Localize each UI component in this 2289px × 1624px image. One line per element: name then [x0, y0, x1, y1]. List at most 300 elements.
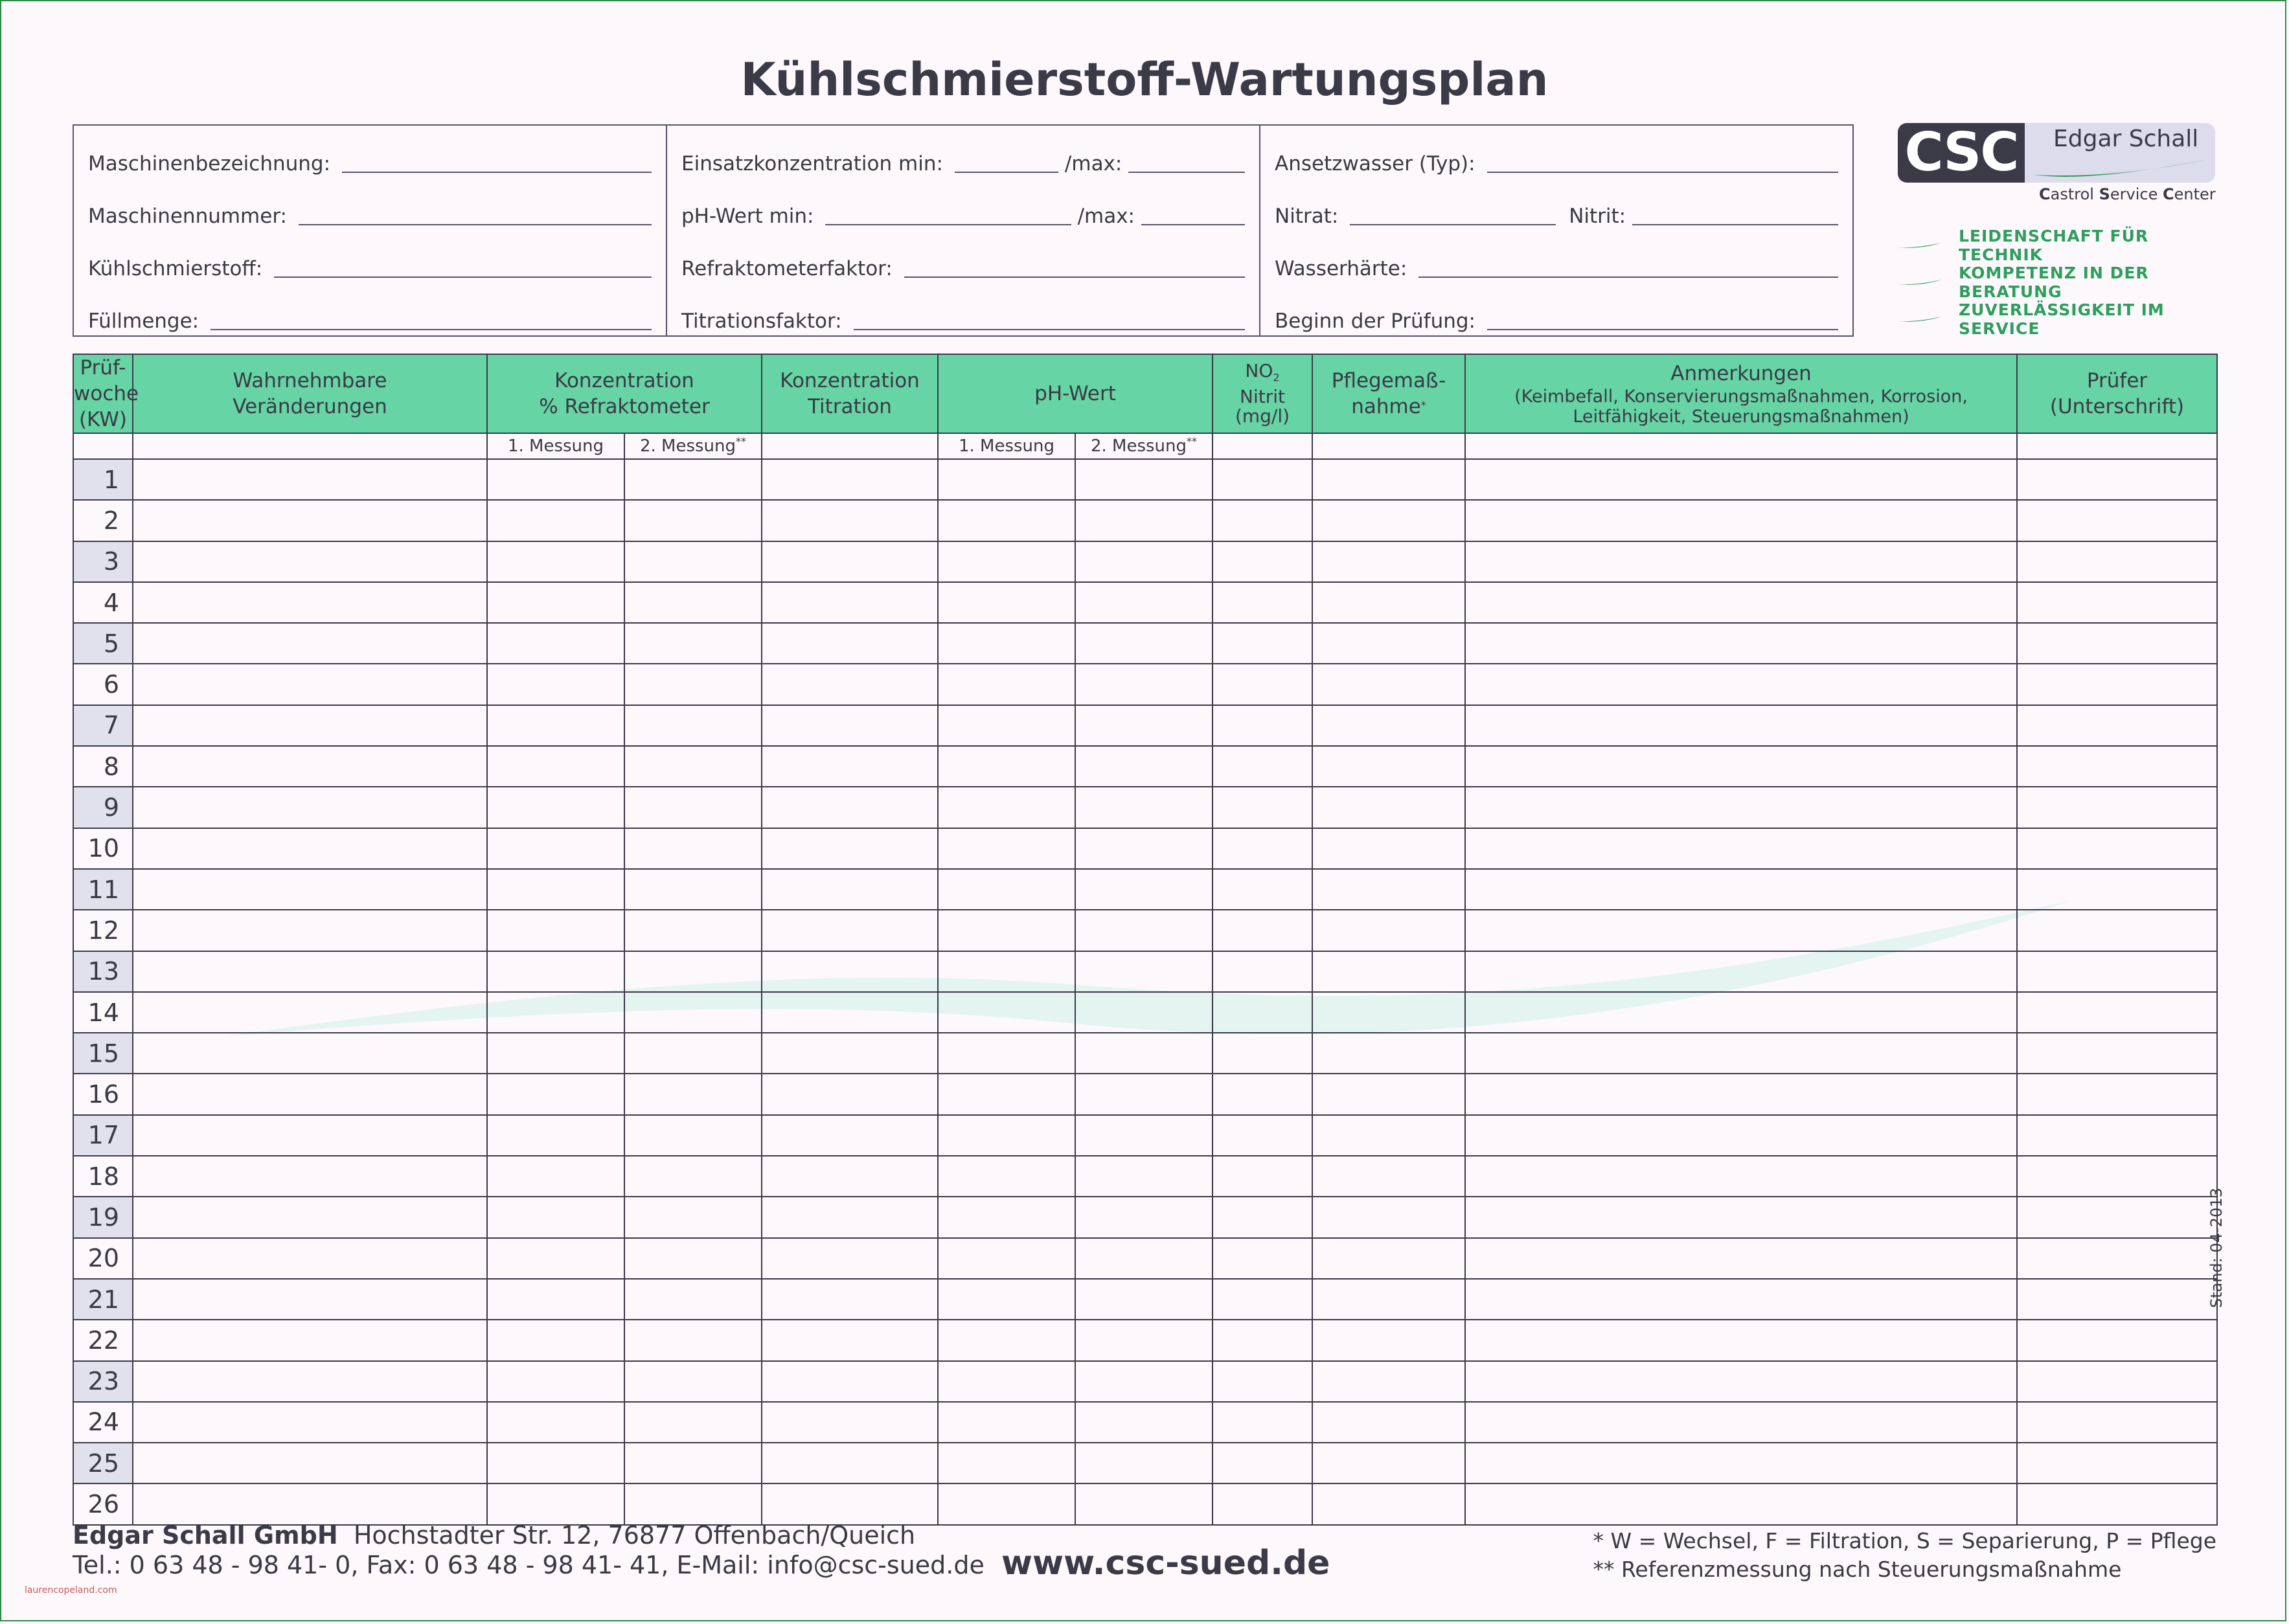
- cell-pflegemassnahme[interactable]: [1312, 541, 1465, 582]
- cell-ph-m2[interactable]: [1075, 746, 1213, 787]
- cell-pruefer[interactable]: [2017, 1033, 2217, 1074]
- cell-anmerkungen[interactable]: [1465, 1483, 2017, 1524]
- label-ansetzwasser: Ansetzwasser (Typ):: [1275, 152, 1475, 175]
- cell-ph-m1[interactable]: [938, 1197, 1075, 1237]
- cell-pruefer[interactable]: [2017, 1074, 2217, 1114]
- cell-veraenderungen[interactable]: [133, 1033, 487, 1074]
- cell-nitrit[interactable]: [1213, 582, 1312, 623]
- cell-nitrit[interactable]: [1213, 1074, 1312, 1114]
- header-veraenderungen: Wahrnehmbare Veränderungen: [133, 354, 487, 433]
- cell-refrakt-m1[interactable]: [487, 787, 624, 828]
- cell-refrakt-m1[interactable]: [487, 1483, 624, 1524]
- cell-ph-m1[interactable]: [938, 828, 1075, 869]
- cell-anmerkungen[interactable]: [1465, 828, 2017, 869]
- cell-pflegemassnahme[interactable]: [1312, 1033, 1465, 1074]
- cell-ph-m2[interactable]: [1075, 1238, 1213, 1279]
- cell-ph-m2[interactable]: [1075, 869, 1213, 910]
- table-row: [73, 828, 2217, 869]
- cell-veraenderungen[interactable]: [133, 1279, 487, 1320]
- cell-anmerkungen[interactable]: [1465, 1197, 2017, 1237]
- legend-line-1: * W = Wechsel, F = Filtration, S = Separierung, P = Pflege: [1593, 1528, 2216, 1553]
- cell-refrakt-m2[interactable]: [624, 582, 762, 623]
- cell-pflegemassnahme[interactable]: [1312, 1115, 1465, 1156]
- cell-veraenderungen[interactable]: [133, 1156, 487, 1197]
- cell-nitrit[interactable]: [1213, 1483, 1312, 1524]
- cell-refrakt-m2[interactable]: [624, 828, 762, 869]
- cell-pflegemassnahme[interactable]: [1312, 787, 1465, 828]
- cell-anmerkungen[interactable]: [1465, 1238, 2017, 1279]
- table-row: [73, 1238, 2217, 1279]
- cell-refrakt-m1[interactable]: [487, 664, 624, 705]
- cell-anmerkungen[interactable]: [1465, 992, 2017, 1033]
- cell-nitrit[interactable]: [1213, 1320, 1312, 1360]
- cell-refrakt-m2[interactable]: [624, 1361, 762, 1402]
- cell-ph-m2[interactable]: [1075, 664, 1213, 705]
- cell-veraenderungen[interactable]: [133, 664, 487, 705]
- slogan-item: [1898, 227, 2218, 264]
- cell-refrakt-m2[interactable]: [624, 1033, 762, 1074]
- cell-ph-m2[interactable]: [1075, 992, 1213, 1033]
- cell-anmerkungen[interactable]: [1465, 1443, 2017, 1483]
- cell-nitrit[interactable]: [1213, 787, 1312, 828]
- cell-titration[interactable]: [762, 1361, 938, 1402]
- cell-nitrit[interactable]: [1213, 1361, 1312, 1402]
- cell-anmerkungen[interactable]: [1465, 623, 2017, 664]
- cell-veraenderungen[interactable]: [133, 1320, 487, 1360]
- cell-refrakt-m2[interactable]: [624, 951, 762, 992]
- cell-nitrit[interactable]: [1213, 1197, 1312, 1237]
- cell-anmerkungen[interactable]: [1465, 1156, 2017, 1197]
- cell-ph-m2[interactable]: [1075, 828, 1213, 869]
- cell-veraenderungen[interactable]: [133, 1443, 487, 1483]
- cell-refrakt-m1[interactable]: [487, 1279, 624, 1320]
- cell-pflegemassnahme[interactable]: [1312, 910, 1465, 951]
- cell-refrakt-m2[interactable]: [624, 623, 762, 664]
- week-number: 15: [73, 1033, 133, 1074]
- cell-refrakt-m1[interactable]: [487, 1033, 624, 1074]
- cell-anmerkungen[interactable]: [1465, 746, 2017, 787]
- cell-ph-m1[interactable]: [938, 787, 1075, 828]
- cell-refrakt-m1[interactable]: [487, 500, 624, 541]
- cell-veraenderungen[interactable]: [133, 1483, 487, 1524]
- cell-titration[interactable]: [762, 1443, 938, 1483]
- cell-nitrit[interactable]: [1213, 869, 1312, 910]
- cell-refrakt-m2[interactable]: [624, 459, 762, 500]
- input-nitrit[interactable]: [1632, 224, 1838, 225]
- cell-anmerkungen[interactable]: [1465, 1033, 2017, 1074]
- cell-ph-m1[interactable]: [938, 1238, 1075, 1279]
- cell-pruefer[interactable]: [2017, 992, 2217, 1033]
- swoosh-icon: [2031, 155, 2213, 179]
- cell-pflegemassnahme[interactable]: [1312, 746, 1465, 787]
- cell-pruefer[interactable]: [2017, 1483, 2217, 1524]
- cell-pflegemassnahme[interactable]: [1312, 1320, 1465, 1360]
- cell-refrakt-m1[interactable]: [487, 582, 624, 623]
- cell-refrakt-m1[interactable]: [487, 869, 624, 910]
- cell-ph-m2[interactable]: [1075, 1156, 1213, 1197]
- cell-veraenderungen[interactable]: [133, 869, 487, 910]
- cell-pruefer[interactable]: [2017, 1156, 2217, 1197]
- cell-nitrit[interactable]: [1213, 1238, 1312, 1279]
- cell-titration[interactable]: [762, 828, 938, 869]
- cell-refrakt-m1[interactable]: [487, 1361, 624, 1402]
- cell-ph-m2[interactable]: [1075, 1402, 1213, 1443]
- cell-refrakt-m2[interactable]: [624, 746, 762, 787]
- cell-ph-m2[interactable]: [1075, 623, 1213, 664]
- cell-nitrit[interactable]: [1213, 623, 1312, 664]
- input-ansetzwasser[interactable]: [1487, 172, 1838, 173]
- cell-ph-m2[interactable]: [1075, 1279, 1213, 1320]
- input-einsatz-min[interactable]: [955, 172, 1058, 173]
- cell-pruefer[interactable]: [2017, 1361, 2217, 1402]
- cell-refrakt-m2[interactable]: [624, 1402, 762, 1443]
- cell-titration[interactable]: [762, 869, 938, 910]
- cell-nitrit[interactable]: [1213, 951, 1312, 992]
- cell-ph-m2[interactable]: [1075, 582, 1213, 623]
- cell-titration[interactable]: [762, 1238, 938, 1279]
- cell-refrakt-m1[interactable]: [487, 1074, 624, 1114]
- cell-titration[interactable]: [762, 1320, 938, 1360]
- cell-nitrit[interactable]: [1213, 1156, 1312, 1197]
- input-fuellmenge[interactable]: [211, 329, 652, 330]
- cell-refrakt-m1[interactable]: [487, 992, 624, 1033]
- cell-ph-m1[interactable]: [938, 1074, 1075, 1114]
- cell-refrakt-m2[interactable]: [624, 1483, 762, 1524]
- cell-veraenderungen[interactable]: [133, 1197, 487, 1237]
- cell-pflegemassnahme[interactable]: [1312, 992, 1465, 1033]
- label-titrationsfaktor: Titrationsfaktor:: [681, 310, 842, 333]
- cell-refrakt-m1[interactable]: [487, 951, 624, 992]
- cell-veraenderungen[interactable]: [133, 500, 487, 541]
- cell-veraenderungen[interactable]: [133, 459, 487, 500]
- cell-ph-m1[interactable]: [938, 705, 1075, 746]
- cell-ph-m2[interactable]: [1075, 1361, 1213, 1402]
- company-name: Edgar Schall GmbH: [73, 1521, 338, 1550]
- cell-veraenderungen[interactable]: [133, 582, 487, 623]
- cell-nitrit[interactable]: [1213, 1033, 1312, 1074]
- cell-veraenderungen[interactable]: [133, 623, 487, 664]
- cell-refrakt-m2[interactable]: [624, 1197, 762, 1237]
- input-wasserhaerte[interactable]: [1418, 276, 1838, 278]
- input-ph-min[interactable]: [825, 224, 1071, 225]
- cell-nitrit[interactable]: [1213, 828, 1312, 869]
- cell-ph-m1[interactable]: [938, 951, 1075, 992]
- cell-refrakt-m1[interactable]: [487, 1402, 624, 1443]
- cell-refrakt-m2[interactable]: [624, 500, 762, 541]
- cell-pflegemassnahme[interactable]: [1312, 1156, 1465, 1197]
- input-beginn-pruefung[interactable]: [1487, 329, 1838, 330]
- cell-titration[interactable]: [762, 1156, 938, 1197]
- input-refraktometerfaktor[interactable]: [904, 276, 1245, 278]
- input-nitrat[interactable]: [1350, 224, 1556, 225]
- cell-nitrit[interactable]: [1213, 500, 1312, 541]
- cell-pruefer[interactable]: [2017, 1197, 2217, 1237]
- cell-refrakt-m1[interactable]: [487, 1320, 624, 1360]
- cell-pruefer[interactable]: [2017, 910, 2217, 951]
- cell-nitrit[interactable]: [1213, 746, 1312, 787]
- cell-ph-m1[interactable]: [938, 1320, 1075, 1360]
- cell-ph-m2[interactable]: [1075, 1320, 1213, 1360]
- subheader-refrakt-m2: 2. Messung**: [624, 433, 762, 459]
- cell-refrakt-m1[interactable]: [487, 828, 624, 869]
- cell-refrakt-m2[interactable]: [624, 787, 762, 828]
- cell-refrakt-m2[interactable]: [624, 664, 762, 705]
- cell-pflegemassnahme[interactable]: [1312, 459, 1465, 500]
- cell-ph-m1[interactable]: [938, 459, 1075, 500]
- cell-ph-m2[interactable]: [1075, 1443, 1213, 1483]
- cell-pruefer[interactable]: [2017, 1279, 2217, 1320]
- cell-refrakt-m2[interactable]: [624, 869, 762, 910]
- cell-veraenderungen[interactable]: [133, 828, 487, 869]
- cell-nitrit[interactable]: [1213, 1279, 1312, 1320]
- table-row: [73, 951, 2217, 992]
- cell-veraenderungen[interactable]: [133, 910, 487, 951]
- cell-ph-m1[interactable]: [938, 1279, 1075, 1320]
- cell-ph-m1[interactable]: [938, 500, 1075, 541]
- cell-veraenderungen[interactable]: [133, 1238, 487, 1279]
- cell-nitrit[interactable]: [1213, 459, 1312, 500]
- cell-titration[interactable]: [762, 910, 938, 951]
- cell-refrakt-m2[interactable]: [624, 1115, 762, 1156]
- header-ph-wert: pH-Wert: [938, 354, 1213, 433]
- cell-ph-m2[interactable]: [1075, 541, 1213, 582]
- label-maschinenbezeichnung: Maschinenbezeichnung:: [88, 152, 331, 175]
- cell-refrakt-m1[interactable]: [487, 459, 624, 500]
- cell-pflegemassnahme[interactable]: [1312, 1483, 1465, 1524]
- cell-pflegemassnahme[interactable]: [1312, 951, 1465, 992]
- cell-refrakt-m2[interactable]: [624, 705, 762, 746]
- cell-pruefer[interactable]: [2017, 1443, 2217, 1483]
- cell-anmerkungen[interactable]: [1465, 951, 2017, 992]
- cell-titration[interactable]: [762, 664, 938, 705]
- cell-pruefer[interactable]: [2017, 582, 2217, 623]
- cell-pruefer[interactable]: [2017, 746, 2217, 787]
- cell-ph-m1[interactable]: [938, 1402, 1075, 1443]
- cell-refrakt-m1[interactable]: [487, 1115, 624, 1156]
- cell-refrakt-m1[interactable]: [487, 623, 624, 664]
- cell-veraenderungen[interactable]: [133, 705, 487, 746]
- cell-nitrit[interactable]: [1213, 910, 1312, 951]
- input-kuehlschmierstoff[interactable]: [274, 276, 652, 278]
- cell-ph-m1[interactable]: [938, 541, 1075, 582]
- cell-anmerkungen[interactable]: [1465, 1115, 2017, 1156]
- cell-pflegemassnahme[interactable]: [1312, 828, 1465, 869]
- cell-ph-m1[interactable]: [938, 869, 1075, 910]
- cell-nitrit[interactable]: [1213, 541, 1312, 582]
- cell-nitrit[interactable]: [1213, 1443, 1312, 1483]
- stand-date: Stand: 04-2013: [2207, 1188, 2226, 1308]
- header-konzentration-refraktometer: Konzentration % Refraktometer: [487, 354, 762, 433]
- cell-veraenderungen[interactable]: [133, 992, 487, 1033]
- cell-ph-m1[interactable]: [938, 1156, 1075, 1197]
- website-link[interactable]: www.csc-sued.de: [1001, 1544, 1330, 1583]
- cell-anmerkungen[interactable]: [1465, 1361, 2017, 1402]
- input-maschinennummer[interactable]: [299, 224, 652, 225]
- cell-ph-m2[interactable]: [1075, 500, 1213, 541]
- cell-pruefer[interactable]: [2017, 1115, 2217, 1156]
- cell-refrakt-m2[interactable]: [624, 1156, 762, 1197]
- cell-veraenderungen[interactable]: [133, 541, 487, 582]
- cell-titration[interactable]: [762, 1402, 938, 1443]
- cell-titration[interactable]: [762, 1074, 938, 1114]
- input-titrationsfaktor[interactable]: [854, 329, 1245, 330]
- cell-pruefer[interactable]: [2017, 500, 2217, 541]
- cell-pruefer[interactable]: [2017, 541, 2217, 582]
- week-number: 17: [73, 1115, 133, 1156]
- cell-nitrit[interactable]: [1213, 664, 1312, 705]
- cell-ph-m2[interactable]: [1075, 1197, 1213, 1237]
- cell-refrakt-m1[interactable]: [487, 705, 624, 746]
- cell-anmerkungen[interactable]: [1465, 787, 2017, 828]
- cell-pflegemassnahme[interactable]: [1312, 1074, 1465, 1114]
- cell-ph-m1[interactable]: [938, 1443, 1075, 1483]
- cell-anmerkungen[interactable]: [1465, 459, 2017, 500]
- cell-refrakt-m2[interactable]: [624, 1074, 762, 1114]
- cell-ph-m1[interactable]: [938, 582, 1075, 623]
- cell-ph-m2[interactable]: [1075, 787, 1213, 828]
- cell-ph-m1[interactable]: [938, 1115, 1075, 1156]
- cell-pflegemassnahme[interactable]: [1312, 623, 1465, 664]
- cell-pflegemassnahme[interactable]: [1312, 705, 1465, 746]
- table-row: [73, 582, 2217, 623]
- cell-veraenderungen[interactable]: [133, 951, 487, 992]
- cell-veraenderungen[interactable]: [133, 1115, 487, 1156]
- cell-anmerkungen[interactable]: [1465, 1279, 2017, 1320]
- cell-ph-m1[interactable]: [938, 1033, 1075, 1074]
- cell-titration[interactable]: [762, 1197, 938, 1237]
- input-ph-max[interactable]: [1141, 224, 1245, 225]
- cell-anmerkungen[interactable]: [1465, 500, 2017, 541]
- cell-ph-m1[interactable]: [938, 992, 1075, 1033]
- cell-pruefer[interactable]: [2017, 828, 2217, 869]
- cell-ph-m2[interactable]: [1075, 951, 1213, 992]
- cell-pruefer[interactable]: [2017, 787, 2217, 828]
- cell-pruefer[interactable]: [2017, 664, 2217, 705]
- cell-refrakt-m2[interactable]: [624, 1279, 762, 1320]
- cell-refrakt-m2[interactable]: [624, 992, 762, 1033]
- field-ph-wert: [681, 191, 1245, 243]
- cell-ph-m2[interactable]: [1075, 1483, 1213, 1524]
- cell-refrakt-m2[interactable]: [624, 1238, 762, 1279]
- input-maschinenbezeichnung[interactable]: [342, 172, 652, 173]
- cell-pflegemassnahme[interactable]: [1312, 869, 1465, 910]
- cell-titration[interactable]: [762, 500, 938, 541]
- cell-ph-m1[interactable]: [938, 910, 1075, 951]
- cell-refrakt-m1[interactable]: [487, 910, 624, 951]
- cell-refrakt-m2[interactable]: [624, 1320, 762, 1360]
- cell-pflegemassnahme[interactable]: [1312, 664, 1465, 705]
- cell-pruefer[interactable]: [2017, 869, 2217, 910]
- cell-ph-m2[interactable]: [1075, 1115, 1213, 1156]
- cell-pruefer[interactable]: [2017, 705, 2217, 746]
- cell-titration[interactable]: [762, 1033, 938, 1074]
- cell-refrakt-m1[interactable]: [487, 746, 624, 787]
- cell-titration[interactable]: [762, 623, 938, 664]
- cell-nitrit[interactable]: [1213, 705, 1312, 746]
- label-wasserhaerte: Wasserhärte:: [1275, 257, 1407, 280]
- cell-veraenderungen[interactable]: [133, 1074, 487, 1114]
- cell-refrakt-m1[interactable]: [487, 1156, 624, 1197]
- cell-ph-m2[interactable]: [1075, 1074, 1213, 1114]
- cell-pruefer[interactable]: [2017, 1320, 2217, 1360]
- cell-anmerkungen[interactable]: [1465, 910, 2017, 951]
- cell-anmerkungen[interactable]: [1465, 1320, 2017, 1360]
- cell-anmerkungen[interactable]: [1465, 582, 2017, 623]
- cell-pflegemassnahme[interactable]: [1312, 1197, 1465, 1237]
- cell-anmerkungen[interactable]: [1465, 1074, 2017, 1114]
- cell-veraenderungen[interactable]: [133, 1361, 487, 1402]
- cell-titration[interactable]: [762, 1115, 938, 1156]
- cell-refrakt-m1[interactable]: [487, 1197, 624, 1237]
- cell-ph-m1[interactable]: [938, 1361, 1075, 1402]
- cell-titration[interactable]: [762, 992, 938, 1033]
- cell-veraenderungen[interactable]: [133, 1402, 487, 1443]
- cell-ph-m2[interactable]: [1075, 910, 1213, 951]
- cell-refrakt-m1[interactable]: [487, 1238, 624, 1279]
- cell-ph-m2[interactable]: [1075, 459, 1213, 500]
- cell-ph-m2[interactable]: [1075, 1033, 1213, 1074]
- cell-titration[interactable]: [762, 582, 938, 623]
- cell-veraenderungen[interactable]: [133, 746, 487, 787]
- cell-ph-m1[interactable]: [938, 1483, 1075, 1524]
- cell-refrakt-m1[interactable]: [487, 1443, 624, 1483]
- cell-refrakt-m2[interactable]: [624, 1443, 762, 1483]
- logo-abbr: CSC: [1898, 123, 2025, 183]
- cell-titration[interactable]: [762, 746, 938, 787]
- cell-pruefer[interactable]: [2017, 623, 2217, 664]
- cell-titration[interactable]: [762, 951, 938, 992]
- cell-pflegemassnahme[interactable]: [1312, 1238, 1465, 1279]
- input-einsatz-max[interactable]: [1128, 172, 1245, 173]
- cell-pflegemassnahme[interactable]: [1312, 582, 1465, 623]
- cell-titration[interactable]: [762, 1279, 938, 1320]
- cell-pruefer[interactable]: [2017, 951, 2217, 992]
- cell-titration[interactable]: [762, 1483, 938, 1524]
- cell-pflegemassnahme[interactable]: [1312, 1402, 1465, 1443]
- cell-ph-m2[interactable]: [1075, 705, 1213, 746]
- cell-anmerkungen[interactable]: [1465, 869, 2017, 910]
- cell-pruefer[interactable]: [2017, 1238, 2217, 1279]
- cell-pruefer[interactable]: [2017, 459, 2217, 500]
- cell-ph-m1[interactable]: [938, 664, 1075, 705]
- cell-refrakt-m2[interactable]: [624, 910, 762, 951]
- table-row: [73, 869, 2217, 910]
- cell-ph-m1[interactable]: [938, 746, 1075, 787]
- cell-pflegemassnahme[interactable]: [1312, 1361, 1465, 1402]
- cell-anmerkungen[interactable]: [1465, 541, 2017, 582]
- logo-name: Edgar Schall: [2053, 126, 2199, 152]
- cell-titration[interactable]: [762, 541, 938, 582]
- cell-anmerkungen[interactable]: [1465, 664, 2017, 705]
- cell-pflegemassnahme[interactable]: [1312, 1443, 1465, 1483]
- cell-anmerkungen[interactable]: [1465, 1402, 2017, 1443]
- week-number: 10: [73, 828, 133, 869]
- cell-titration[interactable]: [762, 459, 938, 500]
- cell-refrakt-m2[interactable]: [624, 541, 762, 582]
- cell-anmerkungen[interactable]: [1465, 705, 2017, 746]
- cell-ph-m1[interactable]: [938, 623, 1075, 664]
- cell-pruefer[interactable]: [2017, 1402, 2217, 1443]
- cell-titration[interactable]: [762, 705, 938, 746]
- cell-nitrit[interactable]: [1213, 992, 1312, 1033]
- cell-refrakt-m1[interactable]: [487, 541, 624, 582]
- cell-nitrit[interactable]: [1213, 1115, 1312, 1156]
- cell-veraenderungen[interactable]: [133, 787, 487, 828]
- cell-pflegemassnahme[interactable]: [1312, 500, 1465, 541]
- cell-titration[interactable]: [762, 787, 938, 828]
- cell-pflegemassnahme[interactable]: [1312, 1279, 1465, 1320]
- cell-nitrit[interactable]: [1213, 1402, 1312, 1443]
